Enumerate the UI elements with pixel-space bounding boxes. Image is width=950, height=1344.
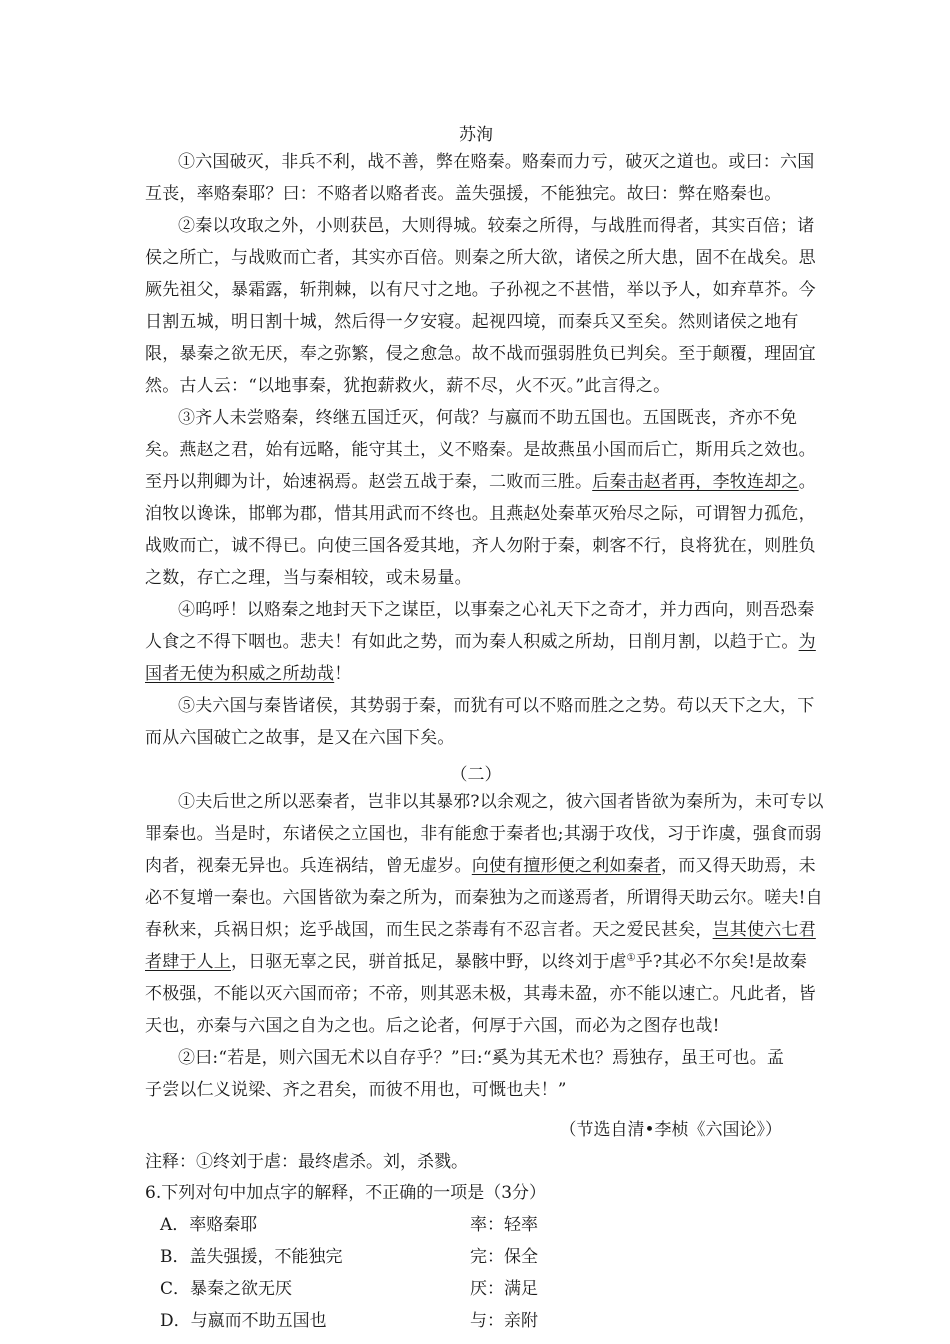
text-line: ③齐人未尝赂秦，终继五国迁灭，何哉？与嬴而不助五国也。五国既丧，齐亦不免 [178, 408, 798, 428]
text-line: ①夫后世之所以恶秦者，岂非以其暴邪?以余观之，彼六国者皆欲为秦所为，未可专以 [178, 792, 824, 812]
underlined-phrase: 向使有擅形便之利如秦者 [471, 856, 662, 876]
text-line: ⑤夫六国与秦皆诸侯，其势弱于秦，而犹有可以不赂而胜之之势。苟以天下之大，下 [178, 696, 815, 716]
text-span: 乎?其必不尔矣!是故秦 [635, 952, 807, 972]
text-line: 而从六国破亡之故事，是又在六国下矣。 [145, 728, 455, 748]
option-d: D．与嬴而不助五国也 [160, 1311, 327, 1331]
text-line: 矣。燕赵之君，始有远略，能守其土，义不赂秦。是故燕虽小国而后亡，斯用兵之效也。 [145, 440, 816, 460]
option-a: A．率赂秦耶 [160, 1215, 258, 1235]
source-citation: （节选自清•李桢《六国论》） [559, 1120, 782, 1140]
text-line [145, 856, 816, 876]
text-span: ！ [334, 664, 352, 684]
option-b-explanation: 完：保全 [470, 1247, 538, 1267]
author-heading: 苏洵 [459, 125, 493, 145]
text-line: 日割五城，明日割十城，然后得一夕安寝。起视四境，而秦兵又至矣。然则诸侯之地有 [145, 312, 799, 332]
option-a-explanation: 率：轻率 [470, 1215, 538, 1235]
text-line: 厥先祖父，暴霜露，斩荆棘，以有尺寸之地。子孙视之不甚惜，举以予人，如弃草芥。今 [145, 280, 816, 300]
text-line: 罪秦也。当是时，东诸侯之立国也，非有能愈于秦者也;其溺于攻伐，习于诈虞，强食而弱 [145, 824, 822, 844]
underlined-phrase: 岂其使六七君 [712, 920, 816, 940]
text-span: 春秋来，兵祸日炽；迄乎战国，而生民之荼毒有不忍言者。天之爱民甚矣， [145, 920, 713, 940]
text-line: 洎牧以谗诛，邯郸为郡，惜其用武而不终也。且燕赵处秦革灭殆尽之际，可谓智力孤危， [145, 504, 816, 524]
text-line [145, 952, 807, 972]
text-line: 子尝以仁义说梁、齐之君矣，而彼不用也，可慨也夫！” [145, 1080, 567, 1100]
text-line: 限，暴秦之欲无厌，奉之弥繁，侵之愈急。故不战而强弱胜负已判矣。至于颠覆，理固宜 [145, 344, 816, 364]
underlined-phrase: 后秦击赵者再，李牧连却之 [592, 472, 799, 492]
question-6: 6.下列对句中加点字的解释，不正确的一项是（3分） [145, 1183, 547, 1203]
option-c: C．暴秦之欲无厌 [160, 1279, 293, 1299]
text-line [145, 472, 816, 492]
text-line: 战败而亡，诚不得已。向使三国各爱其地，齐人勿附于秦，刺客不行，良将犹在，则胜负 [145, 536, 816, 556]
text-line: 之数，存亡之理，当与秦相较，或未易量。 [145, 568, 472, 588]
text-span: 肉者，视秦无异也。兵连祸结，曾无虚岁。 [145, 856, 472, 876]
text-line [145, 632, 816, 652]
text-line: 互丧，率赂秦耶？曰：不赂者以赂者丧。盖失强援，不能独完。故曰：弊在赂秦也。 [145, 184, 782, 204]
text-span: ，日驱无辜之民，骈首抵足，暴骸中野，以终刘于虐 [231, 952, 627, 972]
text-span: 。 [798, 472, 816, 492]
option-d-explanation: 与：亲附 [470, 1311, 538, 1331]
footnote-marker: ① [626, 952, 636, 964]
section-2-heading: （二） [450, 765, 502, 785]
text-line: ①六国破灭，非兵不利，战不善，弊在赂秦。赂秦而力亏，破灭之道也。或曰：六国 [178, 152, 815, 172]
text-line: ②曰:“若是，则六国无术以自存乎？”曰:“奚为其无术也？焉独存，虽王可也。孟 [178, 1048, 785, 1068]
text-line: 必不复增一秦也。六国皆欲为秦之所为，而秦独为之而遂焉者，所谓得天助云尔。嗟夫!自 [145, 888, 823, 908]
text-line: ②秦以攻取之外，小则获邑，大则得城。较秦之所得，与战胜而得者，其实百倍；诸 [178, 216, 815, 236]
underlined-phrase: 国者无使为积威之所劫哉 [145, 664, 335, 684]
footnote: 注释：①终刘于虐：最终虐杀。刘，杀戮。 [145, 1152, 468, 1172]
text-line [145, 920, 816, 940]
text-line: 不极强，不能以灭六国而帝；不帝，则其恶未极，其毒未盈，亦不能以速亡。凡此者，皆 [145, 984, 816, 1004]
text-span: ，而又得天助焉，未 [661, 856, 816, 876]
text-line: 然。古人云：“以地事秦，犹抱薪救火，薪不尽，火不灭。”此言得之。 [145, 376, 671, 396]
text-line: ④呜呼！以赂秦之地封天下之谋臣，以事秦之心礼天下之奇才，并力西向，则吾恐秦 [178, 600, 815, 620]
underlined-phrase: 为 [798, 632, 816, 652]
option-c-explanation: 厌：满足 [470, 1279, 538, 1299]
underlined-phrase: 者肆于人上 [145, 952, 231, 972]
text-span: 人食之不得下咽也。悲夫！有如此之势，而为秦人积威之所劫，日削月割，以趋于亡。 [145, 632, 799, 652]
text-line [145, 664, 807, 684]
option-b: B．盖失强援，不能独完 [160, 1247, 343, 1267]
text-span: 至丹以荆卿为计，始速祸焉。赵尝五战于秦，二败而三胜。 [145, 472, 593, 492]
text-line: 天也，亦秦与六国之自为之也。后之论者，何厚于六国，而必为之图存也哉! [145, 1016, 720, 1036]
text-line: 侯之所亡，与战败而亡者，其实亦百倍。则秦之所大欲，诸侯之所大患，固不在战矣。思 [145, 248, 816, 268]
